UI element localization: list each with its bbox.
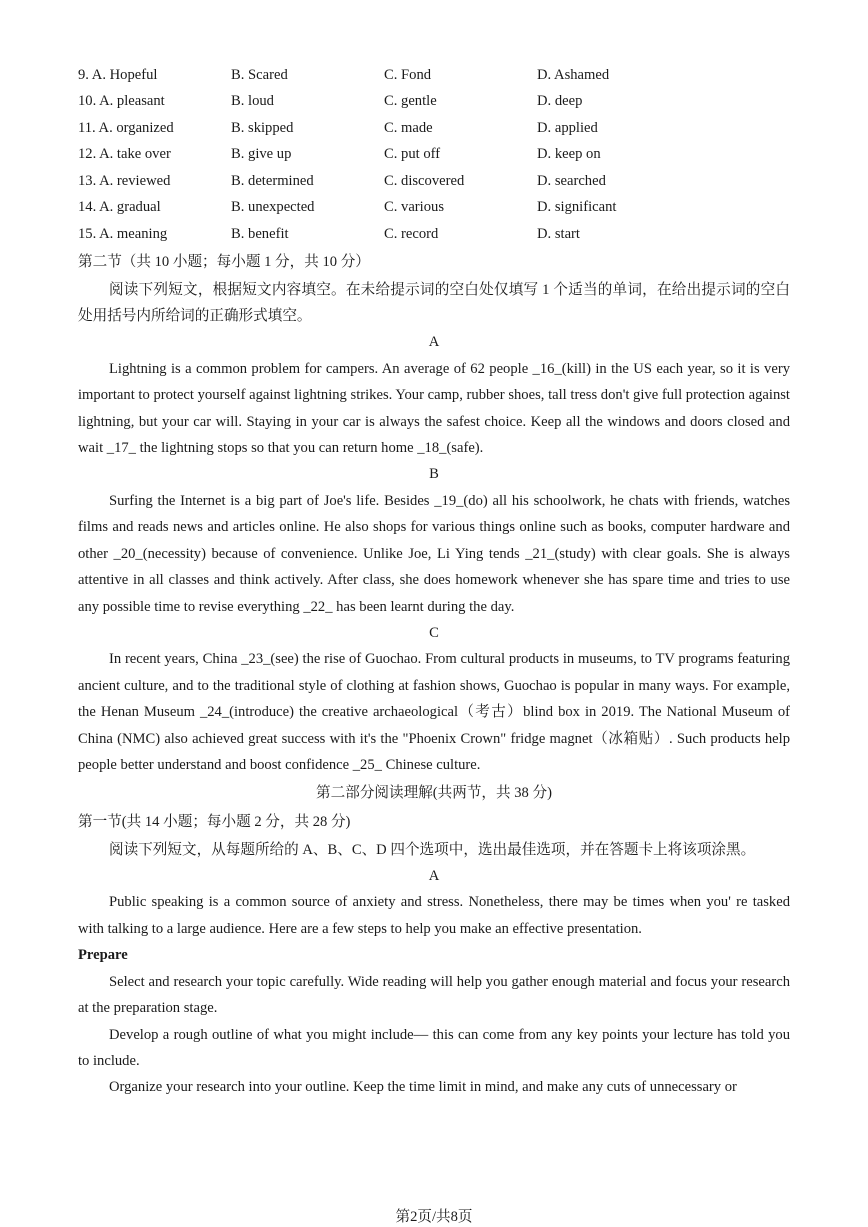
option-b: B. skipped	[231, 119, 294, 136]
part2-section1-title: 第一节(共 14 小题；每小题 2 分，共 28 分)	[78, 813, 351, 830]
reading-paragraph-1: Select and research your topic carefully. Wide reading will help you gather enough material and focus your research at the preparation stage.	[78, 973, 790, 1017]
prepare-heading: Prepare	[78, 947, 128, 964]
option-d: D. deep	[537, 93, 583, 110]
option-d: D. applied	[537, 119, 598, 136]
option-row-11	[78, 115, 790, 142]
option-d: D. start	[537, 225, 580, 242]
option-row-10	[78, 89, 790, 116]
passage-c-label: C	[429, 624, 439, 641]
option-row-9	[78, 62, 790, 89]
passage-a-text: Lightning is a common problem for campers. An average of 62 people _16_(kill) in the US each year, so it is very important to protect yourself against lightning strikes. Your camp, rubber shoes, tall tress don't give full protection against lightning, but your car will. Staying in your car is always the safest choice. Keep all the windows and doors closed and wait _17_ the lightning stops so that you can return home _18_(safe).	[78, 360, 790, 457]
option-a: 12. A. take over	[78, 146, 171, 163]
option-c: C. Fond	[384, 66, 432, 83]
part2-instruction: 阅读下列短文，从每题所给的 A、B、C、D 四个选项中，选出最佳选项，并在答题卡上将该项涂黑。	[109, 841, 756, 858]
option-b: B. give up	[231, 146, 292, 163]
option-c: C. gentle	[384, 93, 437, 110]
option-a: 10. A. pleasant	[78, 93, 165, 110]
options-table	[78, 62, 790, 248]
option-a: 15. A. meaning	[78, 225, 168, 242]
option-row-13	[78, 168, 790, 195]
option-b: B. Scared	[231, 66, 288, 83]
passage-b-label: B	[429, 466, 439, 483]
reading-paragraph-2: Develop a rough outline of what you might include— this can come from any key points your lecture has told you to include.	[78, 1026, 790, 1069]
passage-c-text: In recent years, China _23_(see) the rise of Guochao. From cultural products in museums, to TV programs featuring ancient culture, and to the traditional style of clothing at fashion shows, Guochao is popular in many ways. For example, the Henan Museum _24_(introduce) the creative archaeological（考古）blind box in 2019. The National Museum of China (NMC) also achieved great success with it's the "Phoenix Crown" fridge magnet（冰箱贴）. Such products help people better understand and boost confidence _25_ Chinese culture.	[78, 651, 790, 774]
option-c: C. discovered	[384, 172, 465, 189]
option-row-14	[78, 195, 790, 222]
option-b: B. unexpected	[231, 199, 315, 216]
option-a: 13. A. reviewed	[78, 172, 171, 189]
exam-page	[78, 62, 790, 1101]
option-c: C. made	[384, 119, 433, 136]
option-c: C. put off	[384, 146, 441, 163]
passage-a-label: A	[428, 334, 440, 351]
option-b: B. loud	[231, 93, 274, 110]
option-c: C. record	[384, 225, 439, 242]
option-d: D. Ashamed	[537, 66, 610, 83]
option-row-12	[78, 142, 790, 169]
option-a: 11. A. organized	[78, 119, 174, 136]
option-b: B. benefit	[231, 225, 289, 242]
reading-intro: Public speaking is a common source of anxiety and stress. Nonetheless, there may be times when you' re tasked with talking to a large audience. Here are a few steps to help you make an effective presentation.	[78, 894, 790, 937]
option-d: D. keep on	[537, 146, 601, 163]
option-d: D. searched	[537, 172, 606, 189]
option-c: C. various	[384, 199, 444, 216]
option-a: 9. A. Hopeful	[78, 66, 158, 83]
part2-title: 第二部分阅读理解(共两节，共 38 分)	[316, 784, 552, 801]
option-b: B. determined	[231, 172, 314, 189]
reading-paragraph-3: Organize your research into your outline. Keep the time limit in mind, and make any cuts of unnecessary or	[109, 1079, 737, 1096]
passage-b-text: Surfing the Internet is a big part of Joe's life. Besides _19_(do) all his schoolwork, he chats with friends, watches films and reads news and articles online. He also shops for various things online such as books, computer hardware and other _20_(necessity) because of convenience. Unlike Joe, Li Ying tends _21_(study) with clear goals. She is always attentive in all classes and think actively. After class, she does homework whenever she has spare time and tries to use any possible time to revise everything _22_ has been learnt during the day.	[78, 492, 790, 615]
reading-passage-a-label: A	[428, 867, 440, 884]
section2-instruction: 阅读下列短文，根据短文内容填空。在未给提示词的空白处仅填写 1 个适当的单词，在给出提示词的空白处用括号内所给词的正确形式填空。	[78, 281, 790, 324]
option-d: D. significant	[537, 199, 617, 216]
section2-title: 第二节（共 10 小题；每小题 1 分，共 10 分）	[78, 253, 370, 270]
option-a: 14. A. gradual	[78, 199, 161, 216]
option-row-15	[78, 221, 790, 248]
page-number: 第2页/共8页	[395, 1209, 473, 1225]
